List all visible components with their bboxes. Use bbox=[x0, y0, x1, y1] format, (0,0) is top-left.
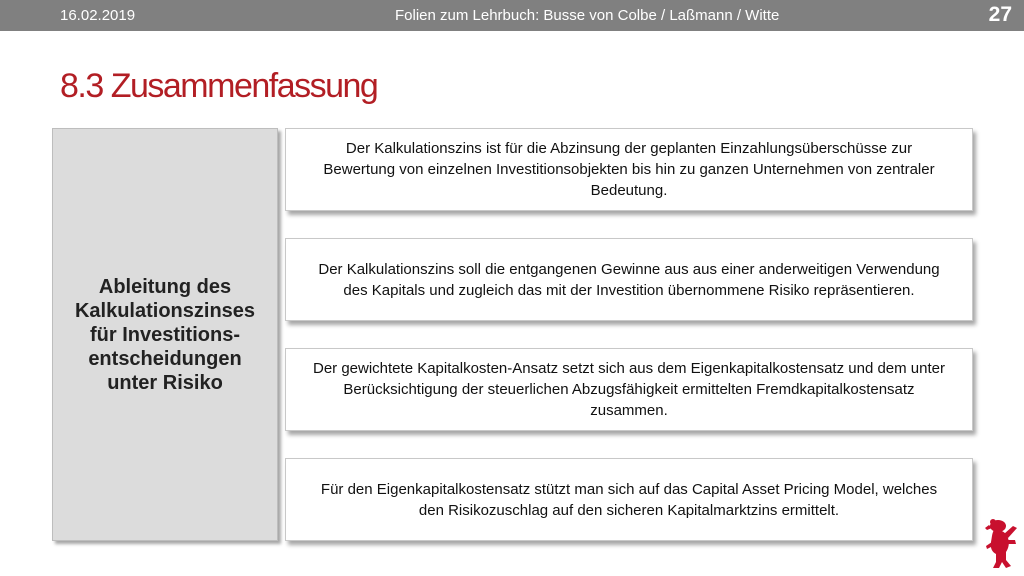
header-bar bbox=[0, 0, 1024, 31]
summary-text-2: Der Kalkulationszins soll die entgangenen Gewinne aus aus einer anderweitigen Verwendung des Kapitals und zugleich das mit der Investition übernommene Risiko repräsentieren. bbox=[318, 260, 940, 299]
summary-text-4: Für den Eigenkapitalkostensatz stützt man sich auf das Capital Asset Pricing Model, welches den Risikozuschlag auf den sicheren Kapitalmarktzins ermittelt. bbox=[320, 480, 938, 519]
berlin-bear-icon bbox=[984, 516, 1020, 572]
summary-text-3: Der gewichtete Kapitalkosten-Ansatz setzt sich aus dem Eigenkapitalkostensatz und dem unter Berücksichtigung der steuerlichen Abzugsfähigkeit ermittelten Fremdkapitalkostensatz zusammen. bbox=[312, 360, 945, 419]
summary-box-4 bbox=[285, 458, 973, 541]
summary-box-2 bbox=[285, 238, 973, 321]
summary-box-3 bbox=[285, 348, 973, 431]
left-summary-label: Ableitung des Kalkulationszinses für Investitions-entscheidungen unter Risiko bbox=[74, 275, 256, 394]
page-number: 27 bbox=[988, 3, 1012, 26]
header-date: 16.02.2019 bbox=[60, 7, 136, 24]
summary-box-1 bbox=[285, 128, 973, 211]
slide-title: 8.3 Zusammenfassung bbox=[60, 67, 378, 105]
header-center-text: Folien zum Lehrbuch: Busse von Colbe / Laßmann / Witte bbox=[395, 7, 780, 24]
left-summary-box bbox=[52, 128, 278, 541]
summary-text-1: Der Kalkulationszins ist für die Abzinsung der geplanten Einzahlungsüberschüsse zur Bewertung von einzelnen Investitionsobjekten bis hin zu ganzen Unternehmen von zentraler Bedeutung. bbox=[323, 140, 935, 199]
